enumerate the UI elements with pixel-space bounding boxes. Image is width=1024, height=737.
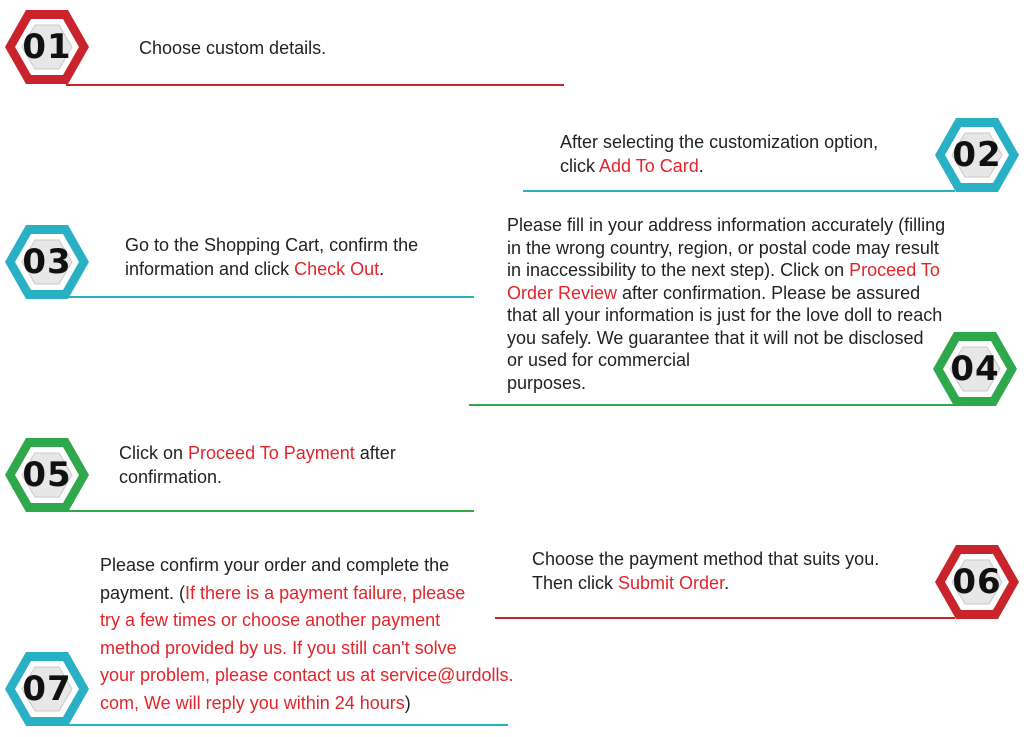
line: try a few times or choose another payment	[100, 610, 441, 630]
line: payment. (If there is a payment failure, please	[100, 582, 466, 603]
step-number: 03	[22, 242, 72, 282]
step-04-divider	[469, 404, 955, 406]
step-number: 01	[22, 27, 72, 67]
line: Then click Submit Order.	[532, 573, 730, 593]
step-05-text	[119, 441, 459, 489]
step-02-divider	[523, 190, 955, 192]
line: or used for commercial	[507, 350, 691, 370]
line: com, We will reply you within 24 hours)	[100, 692, 411, 713]
line: confirmation.	[119, 467, 223, 487]
step-number: 02	[952, 135, 1002, 175]
step-number: 07	[22, 669, 72, 709]
step-04-text	[507, 214, 967, 394]
step-03-text	[125, 233, 465, 281]
step-02-badge	[934, 116, 1020, 194]
line: Order Review after confirmation. Please be assured	[507, 282, 921, 303]
line: Please fill in your address information accurately (filling	[507, 215, 946, 235]
line: After selecting the customization option,	[560, 132, 879, 152]
step-05-divider	[66, 510, 474, 512]
step-01-text	[139, 36, 499, 60]
line: method provided by us. If you still can't solve	[100, 637, 457, 658]
step-number: 04	[950, 349, 1000, 389]
step-06-divider	[495, 617, 955, 619]
line: your problem, please contact us at service@urdolls.	[100, 665, 514, 685]
step-06-badge	[934, 543, 1020, 621]
line: Choose the payment method that suits you.	[532, 549, 880, 569]
line: Go to the Shopping Cart, confirm the	[125, 235, 419, 255]
step-01-divider	[66, 84, 564, 86]
line: in inaccessibility to the next step). Click on Proceed To	[507, 260, 940, 280]
line: that all your information is just for the love doll to reach	[507, 305, 943, 325]
step-number: 06	[952, 562, 1002, 602]
line: information and click Check Out.	[125, 259, 385, 279]
step-03-divider	[66, 296, 474, 298]
step-03-badge	[4, 223, 90, 301]
line: Please confirm your order and complete the	[100, 555, 450, 575]
step-06-text	[532, 547, 912, 595]
step-07-badge	[4, 650, 90, 728]
line: Choose custom details.	[139, 38, 327, 58]
step-05-badge	[4, 436, 90, 514]
line: you safely. We guarantee that it will not be disclosed	[507, 327, 924, 348]
step-02-text	[560, 130, 920, 178]
line: purposes.	[507, 372, 587, 393]
line: in the wrong country, region, or postal code may result	[507, 237, 939, 258]
step-07-divider	[66, 724, 508, 726]
line: Click on Proceed To Payment after	[119, 443, 396, 463]
step-07-text	[100, 552, 540, 717]
line: click Add To Card.	[560, 156, 704, 176]
step-01-badge	[4, 8, 90, 86]
step-number: 05	[22, 455, 72, 495]
